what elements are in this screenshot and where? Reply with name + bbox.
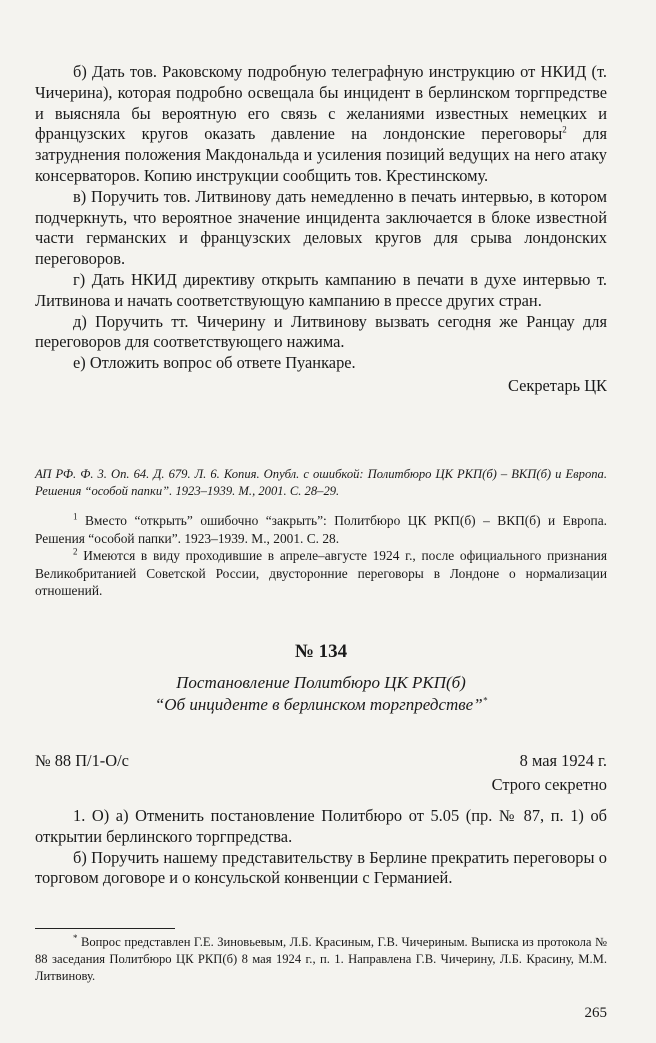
paragraph-g: г) Дать НКИД директиву открыть кампанию в печати в духе интервью т. Литвинова и начать соответствующую кампанию в прессе других стран. <box>35 269 607 310</box>
document-title-line-2 <box>35 694 607 716</box>
footnote-2-mark: 2 <box>73 546 78 557</box>
classification-stamp: Строго секретно <box>491 775 607 794</box>
paragraph-e: е) Отложить вопрос об ответе Пуанкаре. <box>73 353 356 373</box>
footnote-bottom <box>35 934 607 985</box>
footnotes-top <box>35 512 607 600</box>
footnote-1-mark: 1 <box>73 511 78 522</box>
footnote-bottom-text: Вопрос представлен Г.Е. Зиновьевым, Л.Б. Красиным, Г.В. Чичериным. Выписка из протокола № 88 заседания Политбюро ЦК РКП(б) 8 мая 1924 г., п. 1. Направлена Г.В. Чичерину, Л.Б. Красину, М.М. Литвинову. <box>35 935 607 983</box>
document-title <box>35 672 607 716</box>
protocol-number: № 88 П/1-О/с <box>35 751 129 770</box>
paragraph-b-text-rest: для затруднения положения Макдональда и усиления позиций ведущих на него атаку консерваторов. Копию инструкции сообщить тов. Крестинскому. <box>35 124 608 185</box>
paragraph-b <box>35 62 607 187</box>
page-number: 265 <box>584 1005 607 1021</box>
title-footnote-mark: * <box>482 695 488 706</box>
document-title-line-1: Постановление Политбюро ЦК РКП(б) <box>176 673 466 692</box>
document-title-line-2-text: “Об инциденте в берлинском торгпредстве” <box>154 695 483 714</box>
archive-reference: АП РФ. Ф. 3. Оп. 64. Д. 679. Л. 6. Копия. Опубл. с ошибкой: Политбюро ЦК РКП(б) – ВКП(б) и Европа. Решения “особой папки”. 1923–1939. М., 2001. С. 28–29. <box>35 467 607 498</box>
resolution-text <box>35 806 607 889</box>
footnote-2-text: Имеются в виду проходившие в апреле–августе 1924 г., после официального признания Великобританией Советской России, двусторонние переговоры в Лондоне о нормализации отношений. <box>35 548 607 598</box>
paragraph-v: в) Поручить тов. Литвинову дать немедленно в печать интервью, в котором подчеркнуть, что вероятное значение инцидента заключается в блоке известной части германских и французских деловых кругов для срыва лондонских переговоров. <box>35 186 607 269</box>
resolution-item-1: 1. О) а) Отменить постановление Политбюро от 5.05 (пр. № 87, п. 1) об открытии берлинского торгпредства. <box>35 806 607 846</box>
main-text <box>35 62 607 397</box>
resolution-item-b: б) Поручить нашему представительству в Берлине прекратить переговоры о торговом договоре и о консульской конвенции с Германией. <box>35 847 607 888</box>
paragraph-b-text: б) Дать тов. Раковскому подробную телеграфную инструкцию от НКИД (т. Чичерина), которая подробно освещала бы инцидент в берлинском торгпредстве и выясняла бы вероятную его связь с желаниями известных немецких и французских кругов оказать давление на лондонские переговоры <box>35 62 607 144</box>
document-date: 8 мая 1924 г. <box>519 751 607 770</box>
footnote-2 <box>35 547 607 600</box>
footnote-divider <box>35 928 175 929</box>
footnote-mark-2: 2 <box>562 124 567 135</box>
document-number: № 134 <box>294 641 348 662</box>
footnote-1 <box>35 512 607 547</box>
footnote-bottom-mark: * <box>73 932 78 943</box>
paragraph-d: д) Поручить тт. Чичерину и Литвинову вызвать сегодня же Ранцау для переговоров для соответствующего нажима. <box>35 311 607 352</box>
footnote-1-text: Вместо “открыть” ошибочно “закрыть”: Политбюро ЦК РКП(б) – ВКП(б) и Европа. Решения “особой папки”. 1923–1939. М., 2001. С. 28. <box>35 513 607 546</box>
signature: Секретарь ЦК <box>507 375 607 395</box>
